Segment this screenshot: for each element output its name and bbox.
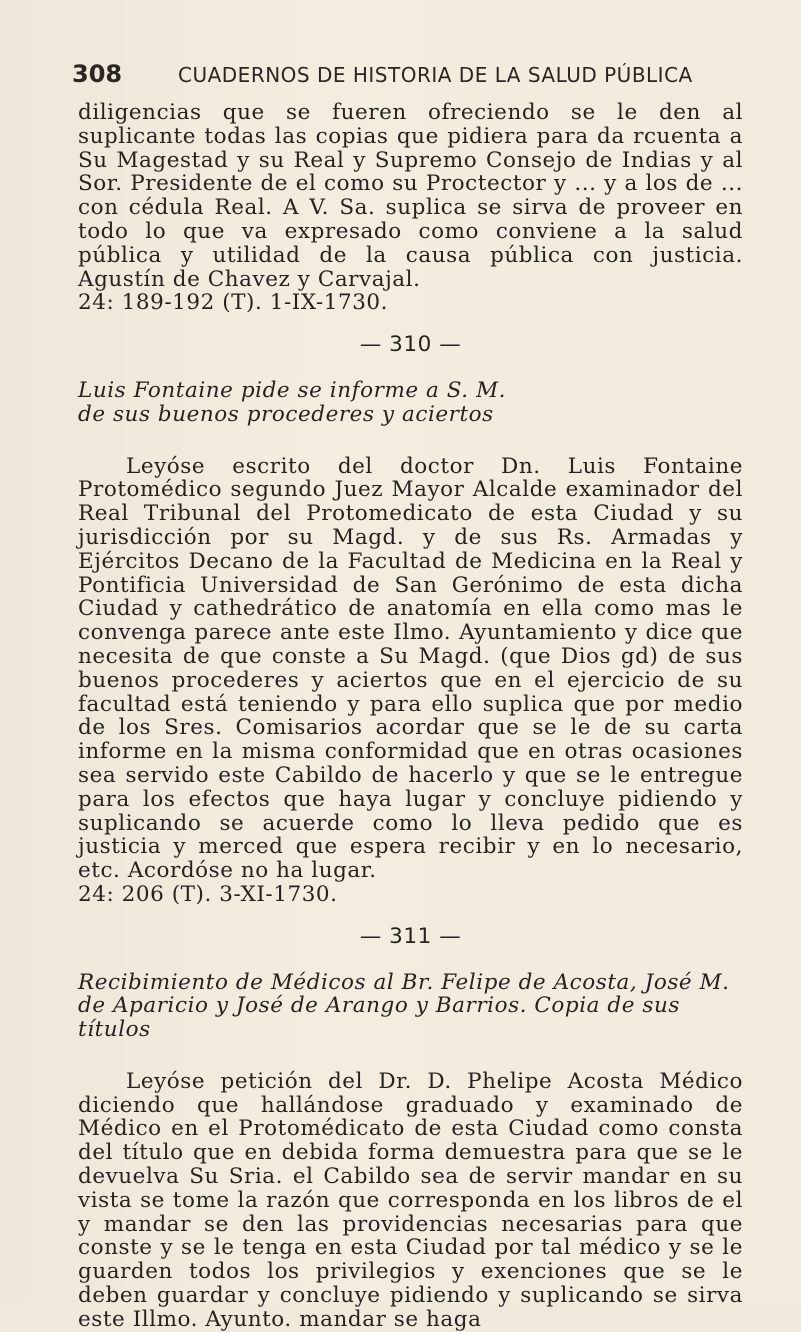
entry-citation-310: 24: 206 (T). 3-XI-1730. — [78, 881, 338, 907]
entry-paragraph-310: Leyóse escrito del doctor Dn. Luis Fontaine Protomédico segundo Juez Mayor Alcalde examinador del Real Tribunal del Protomedicato de esta Ciudad y su jurisdicción por su Magd. y de sus Rs. Armadas y Ejércitos Decano de la Facultad de Medicina en la Real y Pontificia Universidad de San Gerónimo de esta dicha Ciudad y cathedrático de anatomía en ella como mas le convenga parece ante este Ilmo. Ayuntamiento y dice que necesita de que conste a Su Magd. (que Dios gd) de sus buenos procederes y aciertos que en el ejercicio de su facultad está teniendo y para ello suplica que por medio de los Sres. Comisarios acordar que se le de su carta informe en la misma conformidad que en otras ocasiones sea servido este Cabildo de hacerlo y que se le entregue para los efectos que haya lugar y concluye pidiendo y suplicando se acuerde como lo lleva pedido que es justicia y merced que espera recibir y en lo necesario, etc. Acordóse no ha lugar. — [78, 453, 743, 884]
running-head: CUADERNOS DE HISTORIA DE LA SALUD PÚBLICA — [178, 63, 693, 87]
continuation-paragraph: diligencias que se fueren ofreciendo se le den al suplicante todas las copias que pidiera para da rcuenta a Su Magestad y su Real y Supremo Consejo de Indias y al Sor. Presidente de el como su Proctector y ... y a los de ... con cédula Real. A V. Sa. suplica se sirva de proveer en todo lo que va expresado como conviene a la salud pública y utilidad de la causa pública con justicia. Agustín de Chavez y Carvajal. — [78, 100, 743, 292]
entry-title-line: Luis Fontaine pide se informe a S. M. — [78, 377, 507, 403]
entry-number-311: — 311 — — [359, 923, 462, 949]
entry-title-line: de sus buenos procederes y aciertos — [78, 401, 494, 427]
page-body — [78, 101, 743, 1332]
page-number: 308 — [72, 60, 123, 88]
continuation-citation: 24: 189-192 (T). 1-IX-1730. — [78, 290, 389, 316]
entry-title-311 — [78, 971, 743, 1042]
entry-title-line: de Aparicio y José de Arango y Barrios. Copia de sus títulos — [78, 993, 680, 1043]
entry-paragraph-311: Leyóse petición del Dr. D. Phelipe Acosta Médico diciendo que hallándose graduado y examinado de Médico en el Protomédicato de esta Ciudad como consta del título que en debida forma demuestra para que se le devuelva Su Sria. el Cabildo sea de servir mandar en su vista se tome la razón que corresponda en los libros de el y mandar se den las providencias necesarias para que conste y se le tenga en esta Ciudad por tal médico y se le guarden todos los privilegios y exenciones que se le deben guardar y concluye pidiendo y suplicando se sirva este Illmo. Ayunto. mandar se haga — [78, 1068, 743, 1332]
entry-title-line: Recibimiento de Médicos al Br. Felipe de Acosta, José M. — [78, 969, 730, 995]
page-header — [72, 60, 772, 90]
entry-number-310: — 310 — — [359, 332, 462, 358]
entry-title-310 — [78, 379, 743, 427]
